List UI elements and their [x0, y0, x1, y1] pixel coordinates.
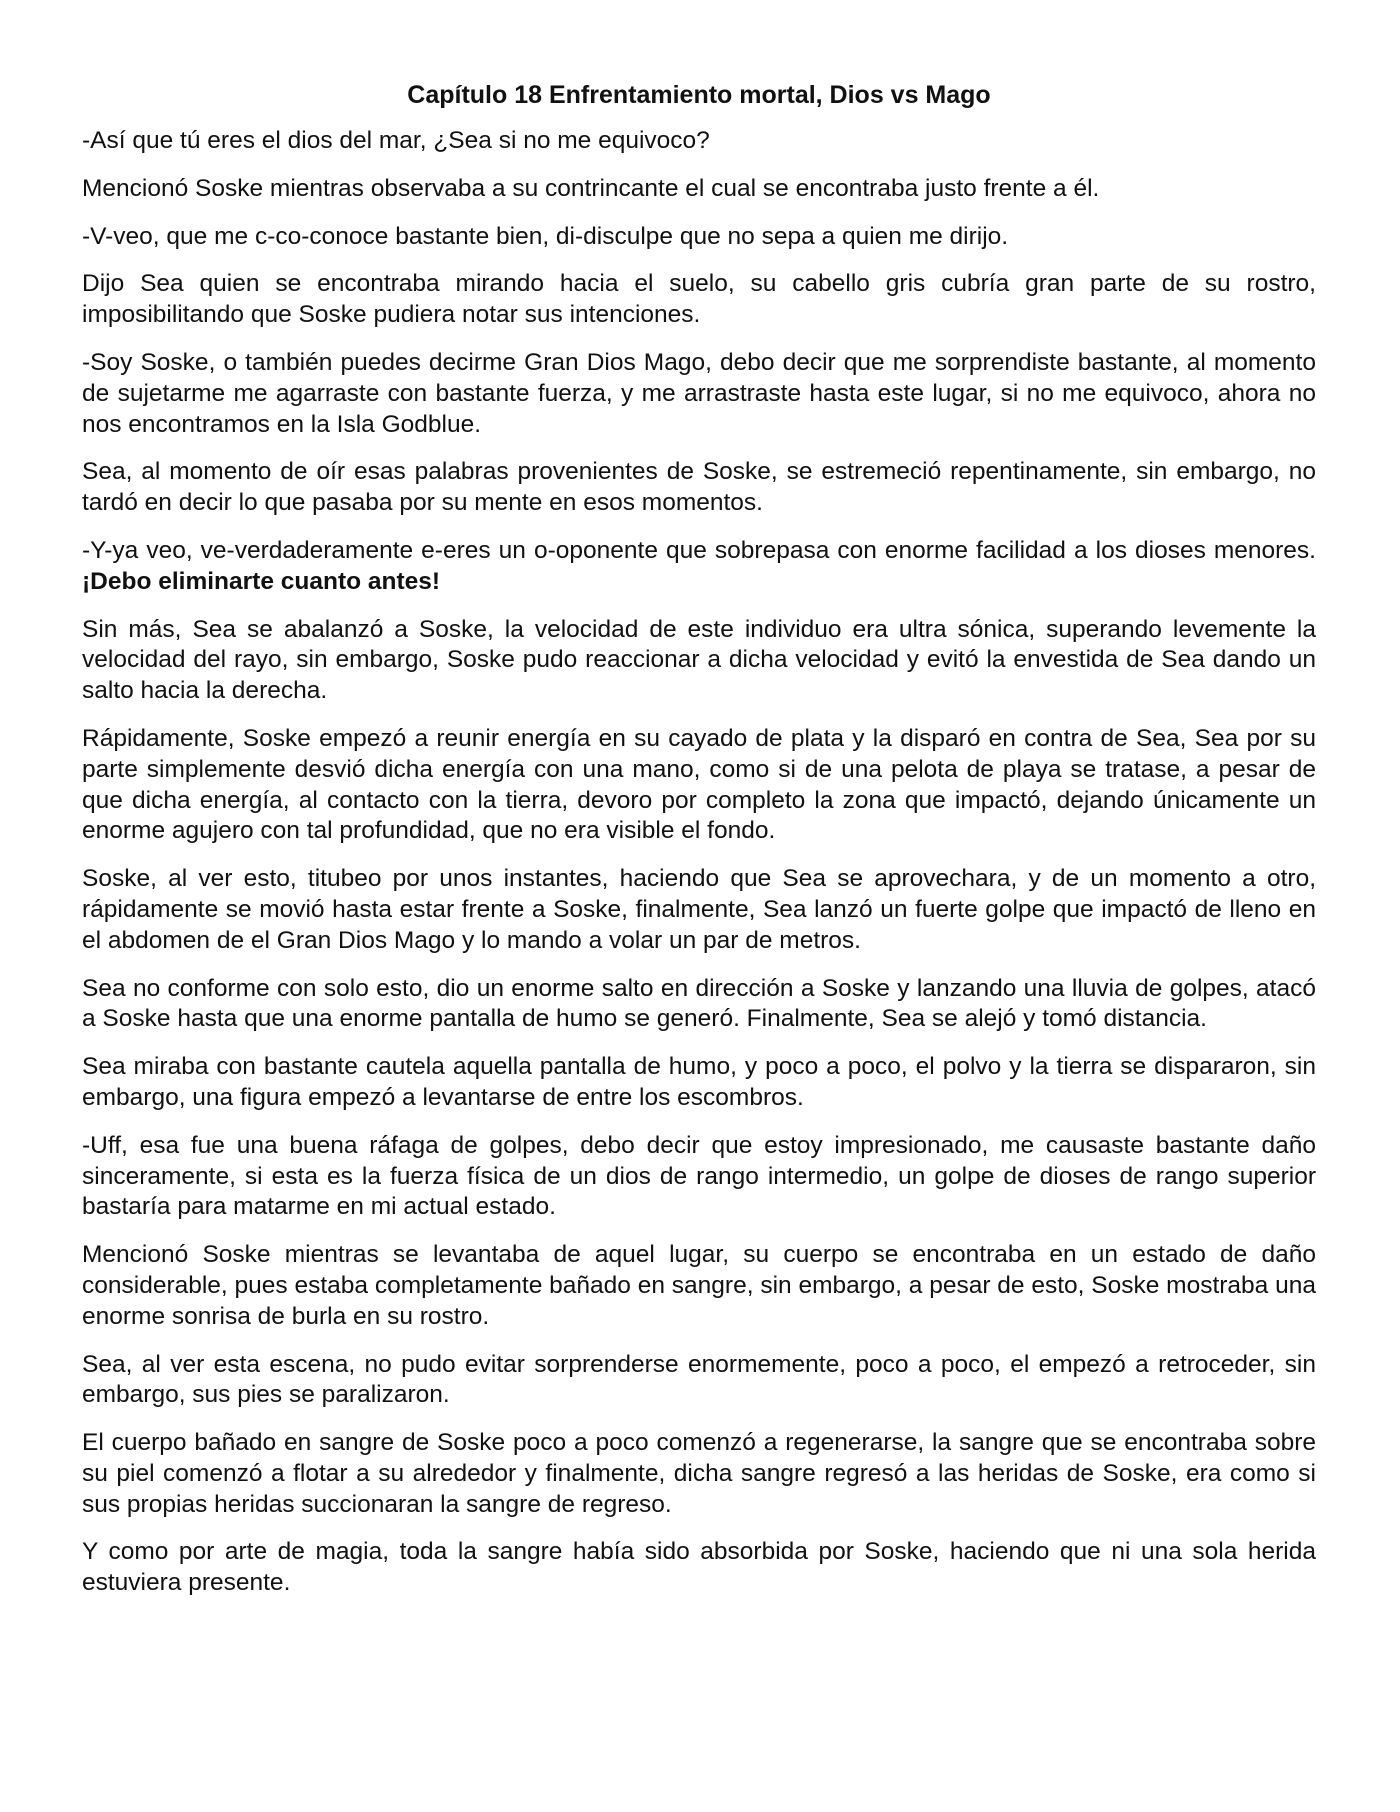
paragraph: Soske, al ver esto, titubeo por unos instantes, haciendo que Sea se aprovechara, y de un momento a otro, rápidamente se movió hasta estar frente a Soske, finalmente, Sea lanzó un fuerte golpe que impactó de lleno en el abdomen de el Gran Dios Mago y lo mando a volar un par de metros.: [82, 865, 1316, 954]
chapter-title: Capítulo 18 Enfrentamiento mortal, Dios vs Mago: [407, 81, 991, 109]
paragraph: -Así que tú eres el dios del mar, ¿Sea si no me equivoco?: [82, 127, 710, 154]
paragraph-with-emphasis: [82, 536, 1316, 598]
paragraph: Sea, al momento de oír esas palabras provenientes de Soske, se estremeció repentinamente, sin embargo, no tardó en decir lo que pasaba por su mente en esos momentos.: [82, 458, 1316, 517]
emphasis-text: ¡Debo eliminarte cuanto antes!: [82, 567, 441, 595]
paragraph: Sin más, Sea se abalanzó a Soske, la velocidad de este individuo era ultra sónica, superando levemente la velocidad del rayo, sin embargo, Soske pudo reaccionar a dicha velocidad y evitó la envestida de Sea dando un salto hacia la derecha.: [82, 615, 1316, 705]
paragraph: Y como por arte de magia, toda la sangre había sido absorbida por Soske, haciendo que ni una sola herida estuviera presente.: [82, 1538, 1316, 1597]
document-page: [82, 80, 1316, 1616]
paragraph: -Soy Soske, o también puedes decirme Gran Dios Mago, debo decir que me sorprendiste bastante, al momento de sujetarme me agarraste con bastante fuerza, y me arrastraste hasta este lugar, si no me equivoco, ahora no nos encontramos en la Isla Godblue.: [82, 348, 1316, 438]
paragraph: -Uff, esa fue una buena ráfaga de golpes, debo decir que estoy impresionado, me causaste bastante daño sinceramente, si esta es la fuerza física de un dios de rango intermedio, un golpe de dioses de rango superior bastaría para matarme en mi actual estado.: [82, 1131, 1316, 1221]
paragraph: Dijo Sea quien se encontraba mirando hacia el suelo, su cabello gris cubría gran parte de su rostro, imposibilitando que Soske pudiera notar sus intenciones.: [82, 270, 1316, 329]
paragraph: Rápidamente, Soske empezó a reunir energía en su cayado de plata y la disparó en contra de Sea, Sea por su parte simplemente desvió dicha energía con una mano, como si de una pelota de playa se tratase, a pesar de que dicha energía, al contacto con la tierra, devoro por completo la zona que impactó, dejando únicamente un enorme agujero con tal profundidad, que no era visible el fondo.: [82, 724, 1316, 845]
paragraph: -V-veo, que me c-co-conoce bastante bien, di-disculpe que no sepa a quien me dirijo.: [82, 222, 1009, 250]
paragraph: Sea no conforme con solo esto, dio un enorme salto en dirección a Soske y lanzando una lluvia de golpes, atacó a Soske hasta que una enorme pantalla de humo se generó. Finalmente, Sea se alejó y tomó distancia.: [82, 974, 1316, 1033]
paragraph: El cuerpo bañado en sangre de Soske poco a poco comenzó a regenerarse, la sangre que se encontraba sobre su piel comenzó a flotar a su alrededor y finalmente, dicha sangre regresó a las heridas de Soske, era como si sus propias heridas succionaran la sangre de regreso.: [82, 1429, 1316, 1518]
paragraph: Mencionó Soske mientras observaba a su contrincante el cual se encontraba justo frente a él.: [82, 174, 1100, 202]
paragraph: Mencionó Soske mientras se levantaba de aquel lugar, su cuerpo se encontraba en un estado de daño considerable, pues estaba completamente bañado en sangre, sin embargo, a pesar de esto, Soske mostraba una enorme sonrisa de burla en su rostro.: [82, 1241, 1316, 1330]
paragraph: Sea miraba con bastante cautela aquella pantalla de humo, y poco a poco, el polvo y la tierra se dispararon, sin embargo, una figura empezó a levantarse de entre los escombros.: [82, 1053, 1316, 1111]
paragraph: Sea, al ver esta escena, no pudo evitar sorprenderse enormemente, poco a poco, el empezó a retroceder, sin embargo, sus pies se paralizaron.: [82, 1350, 1316, 1409]
paragraph-text: -Y-ya veo, ve-verdaderamente e-eres un o-oponente que sobrepasa con enorme facilidad a los dioses menores.: [82, 536, 1316, 564]
